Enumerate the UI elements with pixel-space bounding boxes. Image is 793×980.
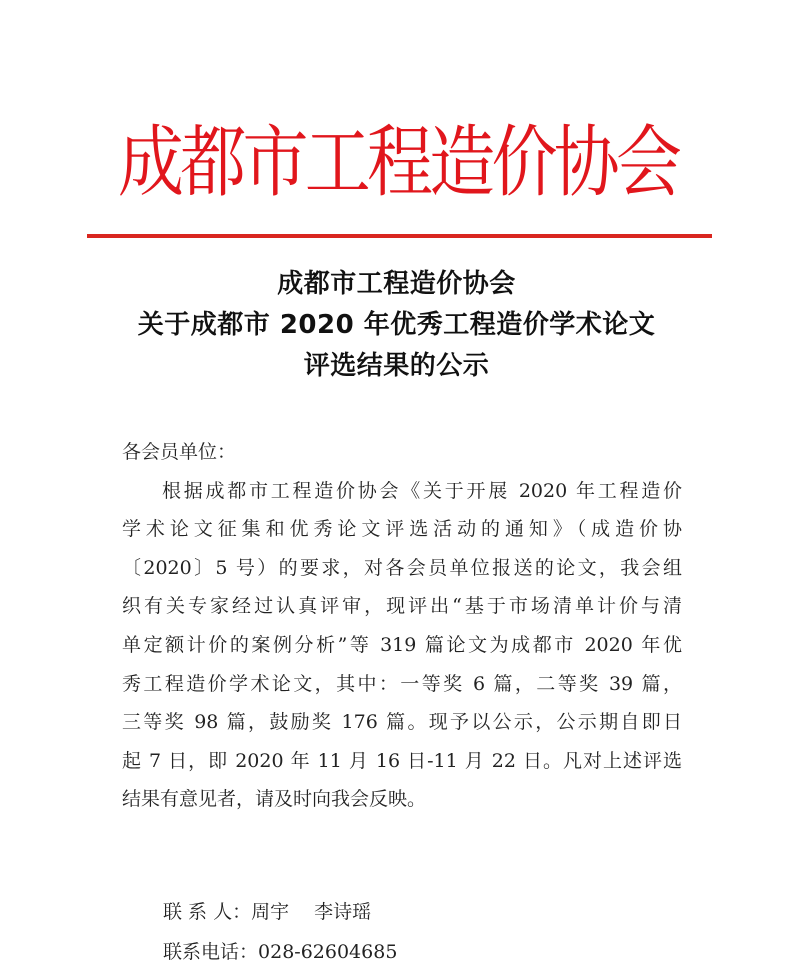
paragraph-line: 学术论文征集和优秀论文评选活动的通知》（成造价协 <box>122 518 682 541</box>
letterhead-divider <box>87 234 712 238</box>
salutation: 各会员单位： <box>122 441 237 463</box>
paragraph-line: 三等奖 98 篇，鼓励奖 176 篇。现予以公示，公示期自即日 <box>122 711 682 734</box>
letterhead-char: 市 <box>242 116 309 208</box>
paragraph-line: 〔2020〕5 号）的要求，对各会员单位报送的论文，我会组 <box>122 556 682 579</box>
paragraph-line: 起 7 日，即 2020 年 11 月 16 日-11 月 22 日。凡对上述评选 <box>122 749 682 772</box>
document-body <box>122 433 682 819</box>
letterhead-char: 都 <box>180 116 247 208</box>
document-title <box>0 264 793 387</box>
contact-phone-row <box>163 932 397 972</box>
contact-person-value: 周宇 李诗瑶 <box>251 901 372 923</box>
paragraph-line: 根据成都市工程造价协会《关于开展 2020 年工程造价 <box>162 479 682 502</box>
letterhead-char: 价 <box>491 116 558 208</box>
contact-phone-value: 028-62604685 <box>258 941 398 963</box>
paragraph-line: 秀工程造价学术论文，其中：一等奖 6 篇，二等奖 39 篇， <box>122 672 682 695</box>
letterhead-char: 成 <box>118 116 184 208</box>
contact-phone-label: 联系电话： <box>163 941 259 963</box>
letterhead-char: 会 <box>616 116 682 208</box>
paragraph-line: 单定额计价的案例分析”等 319 篇论文为成都市 2020 年优 <box>122 633 682 656</box>
contact-person-row <box>163 892 397 932</box>
title-line-3: 评选结果的公示 <box>303 351 490 381</box>
paragraph-line: 结果有意见者，请及时向我会反映。 <box>122 788 427 811</box>
letterhead-char: 造 <box>429 116 496 208</box>
contact-person-label: 联 系 人： <box>163 901 252 923</box>
title-line-1: 成都市工程造价协会 <box>277 269 516 299</box>
letterhead-char: 协 <box>553 116 620 208</box>
letterhead-banner <box>118 110 682 216</box>
contact-info <box>163 892 397 972</box>
paragraph-line: 织有关专家经过认真评审，现评出“基于市场清单计价与清 <box>122 595 682 618</box>
letterhead-char: 程 <box>367 116 433 208</box>
title-line-2: 关于成都市 2020 年优秀工程造价学术论文 <box>137 310 656 340</box>
letterhead-char: 工 <box>304 116 371 208</box>
